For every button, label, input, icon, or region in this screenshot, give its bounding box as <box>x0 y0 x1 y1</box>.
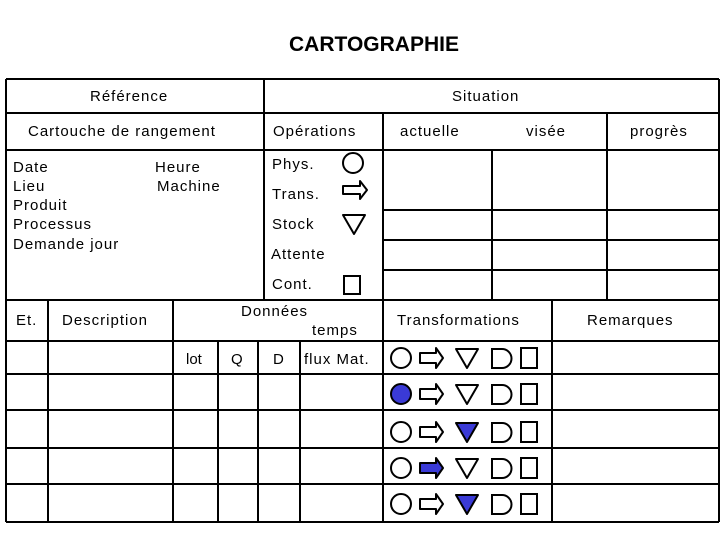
circle-icon <box>343 153 363 173</box>
symbol-row-4 <box>388 452 548 484</box>
operation-legend <box>340 150 370 300</box>
field-machine: Machine <box>157 178 221 195</box>
square-icon <box>521 458 537 478</box>
etape-header: Et. <box>16 312 38 329</box>
symbol-row-2 <box>388 378 548 410</box>
symbol-row-1 <box>388 342 548 374</box>
field-demande-jour: Demande jour <box>13 236 120 253</box>
temps-header: temps <box>312 322 358 339</box>
progres-header: progrès <box>630 123 688 140</box>
delay-d-icon <box>492 423 512 442</box>
circle-icon <box>391 348 411 368</box>
lot-header: lot <box>186 351 202 368</box>
op-stock: Stock <box>272 216 315 233</box>
circle-icon <box>391 422 411 442</box>
arrow-right-icon <box>420 422 443 442</box>
arrow-right-icon <box>420 458 443 478</box>
delay-d-icon <box>492 385 512 404</box>
field-date: Date <box>13 159 49 176</box>
symbol-row-3 <box>388 416 548 448</box>
symbol-row-5 <box>388 488 548 520</box>
triangle-down-icon <box>456 495 478 514</box>
situation-header: Situation <box>452 88 520 105</box>
arrow-right-icon <box>420 494 443 514</box>
q-header: Q <box>231 351 243 368</box>
triangle-down-icon <box>343 215 365 234</box>
op-cont: Cont. <box>272 276 313 293</box>
visee-header: visée <box>526 123 567 140</box>
field-processus: Processus <box>13 216 93 233</box>
field-produit: Produit <box>13 197 68 214</box>
page-title: CARTOGRAPHIE <box>289 33 459 56</box>
field-heure: Heure <box>155 159 201 176</box>
op-attente: Attente <box>271 246 326 263</box>
delay-d-icon <box>492 495 512 514</box>
arrow-right-icon <box>420 384 443 404</box>
circle-icon <box>391 458 411 478</box>
triangle-down-icon <box>456 459 478 478</box>
square-icon <box>521 384 537 404</box>
donnees-header: Données <box>241 303 309 320</box>
circle-icon <box>391 494 411 514</box>
op-trans: Trans. <box>272 186 320 203</box>
op-phys: Phys. <box>272 156 315 173</box>
square-icon <box>521 494 537 514</box>
field-lieu: Lieu <box>13 178 46 195</box>
circle-icon <box>391 384 411 404</box>
flux-mat-header: flux Mat. <box>304 351 370 368</box>
d-header: D <box>273 351 284 368</box>
delay-d-icon <box>492 349 512 368</box>
square-icon <box>344 276 360 294</box>
square-icon <box>521 348 537 368</box>
triangle-down-icon <box>456 385 478 404</box>
triangle-down-icon <box>456 423 478 442</box>
cartouche-header: Cartouche de rangement <box>28 123 216 140</box>
reference-header: Référence <box>90 88 169 105</box>
remarques-header: Remarques <box>587 312 674 329</box>
arrow-right-icon <box>343 181 367 199</box>
triangle-down-icon <box>456 349 478 368</box>
transformations-header: Transformations <box>397 312 520 329</box>
actuelle-header: actuelle <box>400 123 460 140</box>
arrow-right-icon <box>420 348 443 368</box>
operations-header: Opérations <box>273 123 357 140</box>
delay-d-icon <box>492 459 512 478</box>
description-header: Description <box>62 312 149 329</box>
square-icon <box>521 422 537 442</box>
